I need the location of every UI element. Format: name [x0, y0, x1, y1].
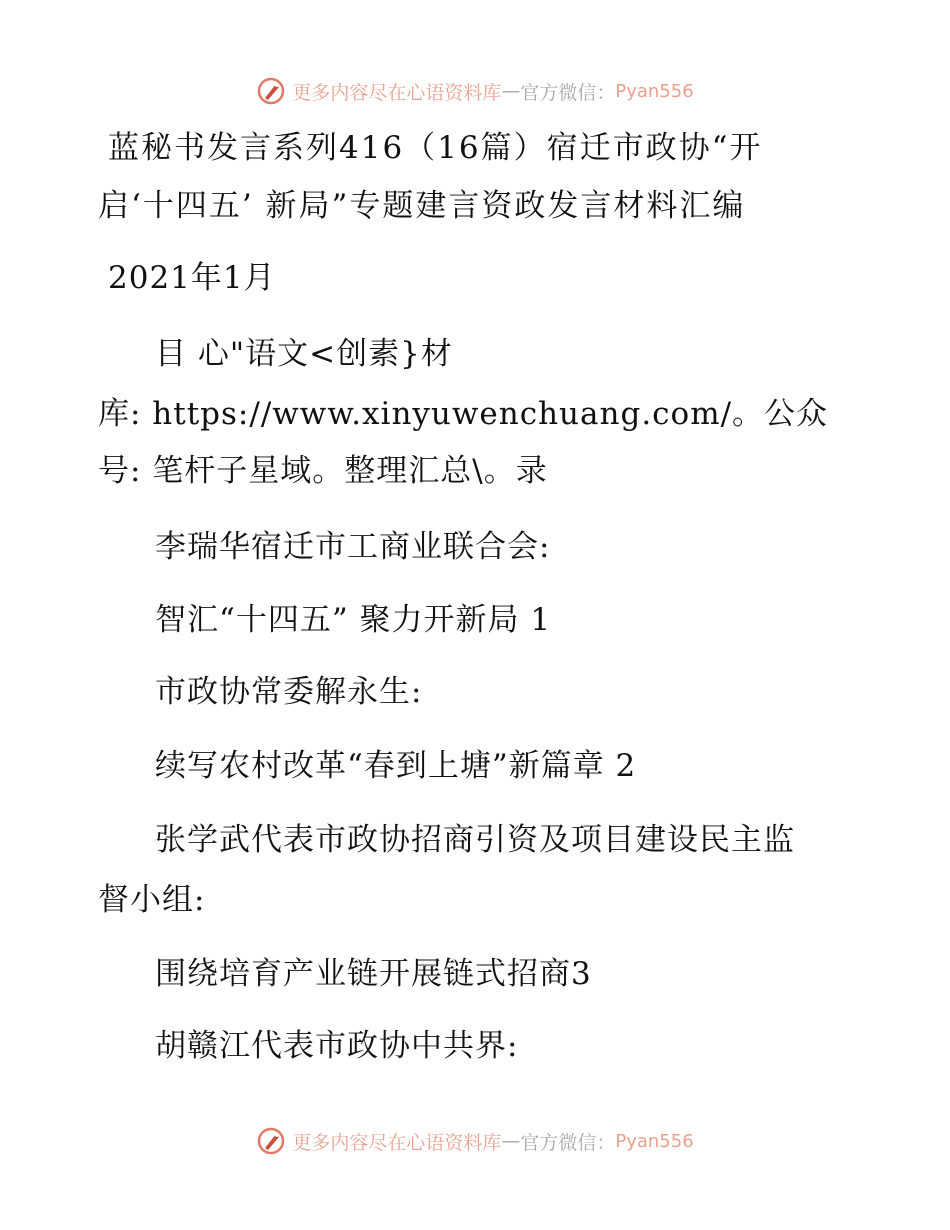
- watermark-official-label: 官方微信：: [520, 1131, 616, 1154]
- toc-heading-line-3: 号: 笔杆子星域。整理汇总\。录: [98, 453, 548, 489]
- toc-entry: 督小组:: [98, 882, 206, 918]
- watermark-wechat-id: Pyan556: [615, 80, 694, 102]
- document-date: 2021年1月: [108, 260, 276, 296]
- watermark-wechat-id: Pyan556: [615, 1130, 694, 1152]
- toc-entry: 续写农村改革“春到上塘”新篇章 2: [155, 748, 637, 784]
- watermark-main-text: 更多内容尽在心语资料库: [292, 1131, 502, 1154]
- toc-entry: 李瑞华宿迁市工商业联合会:: [155, 529, 551, 565]
- toc-heading-line-2: 库: https://www.xinyuwenchuang.com/。公众: [98, 396, 829, 432]
- watermark-main-text: 更多内容尽在心语资料库: [292, 81, 502, 104]
- toc-entry: 张学武代表市政协招商引资及项目建设民主监: [155, 822, 795, 858]
- toc-entry: 胡赣江代表市政协中共界:: [155, 1028, 519, 1064]
- toc-entry: 围绕培育产业链开展链式招商3: [155, 956, 592, 992]
- watermark-header: [0, 74, 950, 108]
- pen-nib-circle-icon: [256, 76, 286, 106]
- pen-nib-circle-icon: [256, 1126, 286, 1156]
- watermark-separator: —: [501, 80, 521, 102]
- watermark-footer: [0, 1124, 950, 1158]
- toc-entry: 市政协常委解永生:: [155, 674, 423, 710]
- toc-entry: 智汇“十四五” 聚力开新局 1: [155, 602, 552, 638]
- watermark-separator: —: [501, 1130, 521, 1152]
- document-title-line-2: 启‘十四五’ 新局”专题建言资政发言材料汇编: [98, 188, 746, 224]
- document-title-line-1: 蓝秘书发言系列416（16篇）宿迁市政协“开: [108, 130, 763, 166]
- watermark-official-label: 官方微信：: [520, 81, 616, 104]
- toc-heading-line-1: 目 心"语文<创素}材: [155, 336, 453, 372]
